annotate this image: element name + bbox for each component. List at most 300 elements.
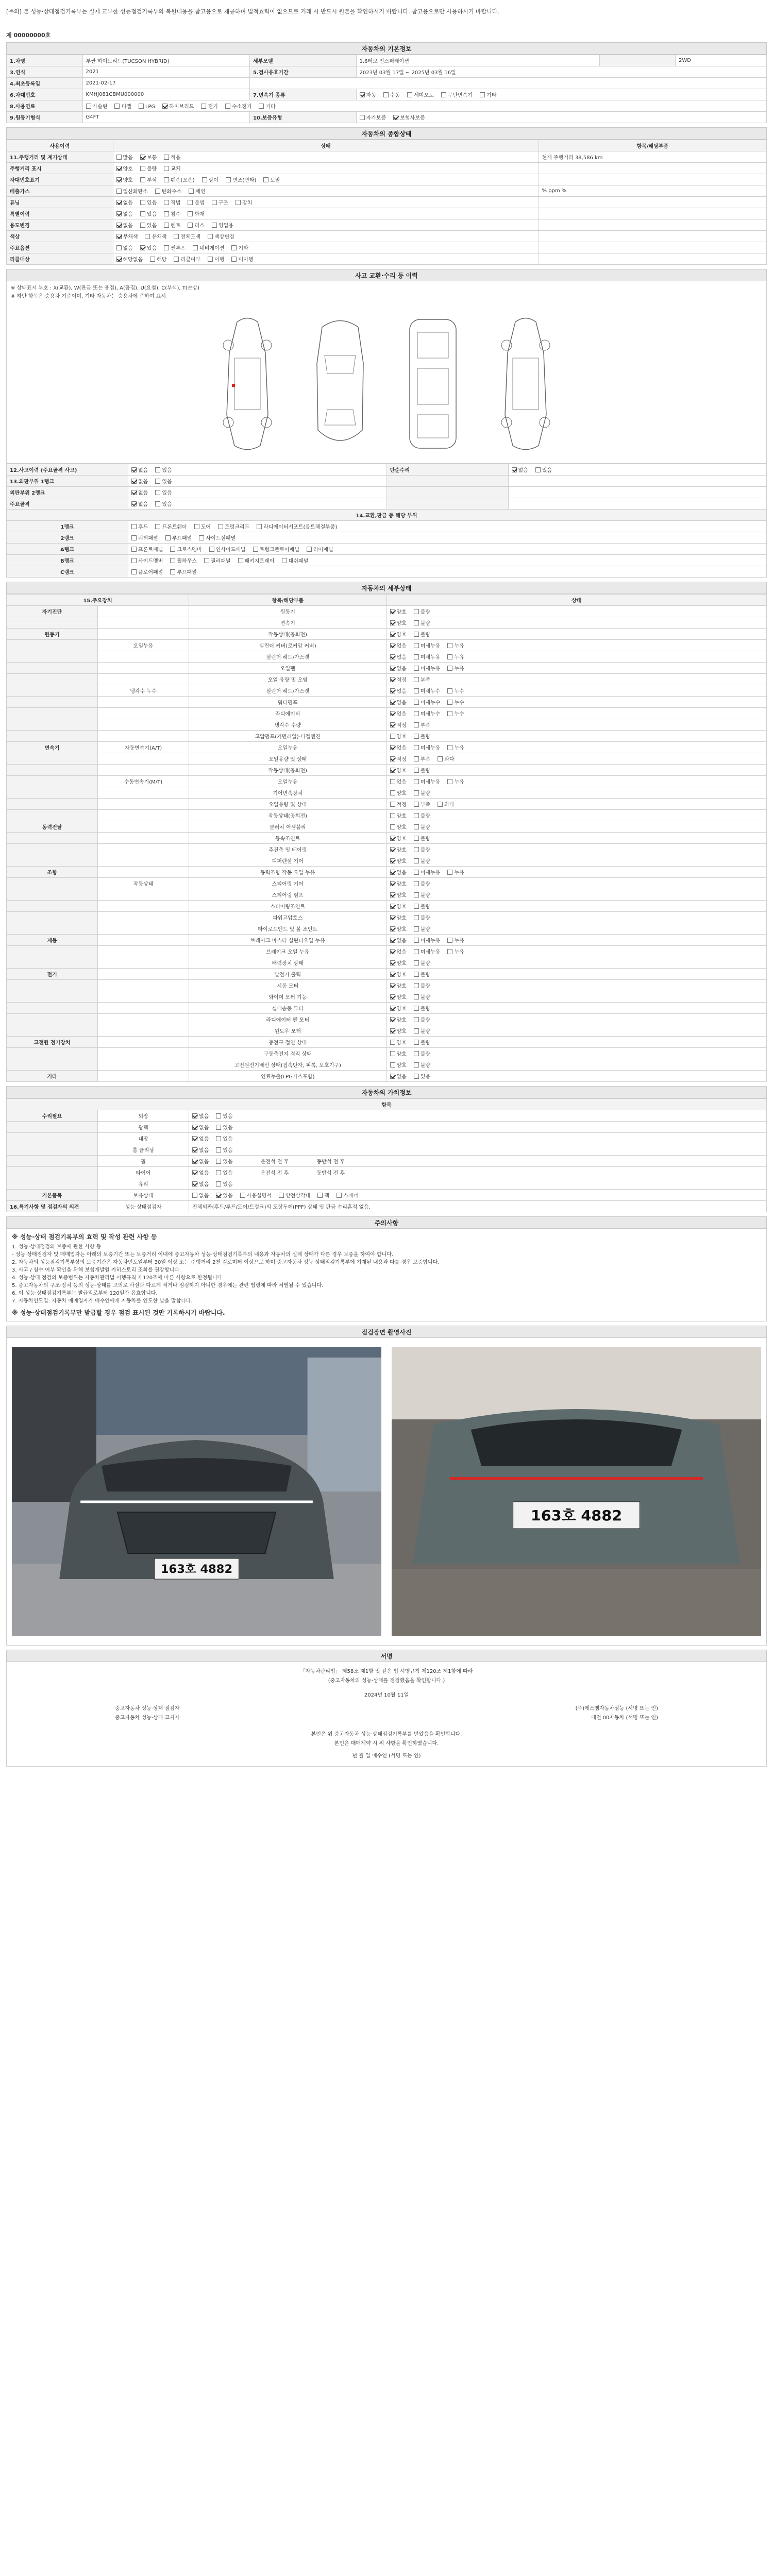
detail-item: 스티어링조인트 [189, 901, 387, 912]
checkbox[interactable] [86, 104, 91, 109]
checkbox[interactable] [116, 166, 122, 171]
detail-item: 배력장치 상태 [189, 957, 387, 969]
option-label: 있음 [223, 1137, 233, 1142]
checkbox[interactable] [414, 1051, 419, 1056]
checkbox[interactable] [199, 535, 204, 540]
accident-row [7, 487, 767, 498]
checkbox[interactable] [447, 870, 452, 875]
checkbox[interactable] [337, 1193, 342, 1198]
checkbox[interactable] [170, 558, 175, 563]
checkbox[interactable] [212, 223, 217, 228]
option-label: 누수 [454, 689, 464, 694]
checkbox[interactable] [414, 1062, 419, 1067]
checkbox[interactable] [209, 547, 214, 552]
checkbox[interactable] [116, 234, 122, 239]
checkbox[interactable] [447, 688, 452, 693]
checkbox[interactable] [188, 223, 193, 228]
checkbox[interactable] [116, 257, 122, 262]
basic-row [7, 55, 767, 66]
checkbox[interactable] [360, 115, 365, 120]
checkbox[interactable] [216, 1159, 221, 1164]
checkbox[interactable] [390, 688, 395, 693]
detail-group: 자기진단 [7, 606, 98, 617]
option-state [116, 244, 133, 251]
checkbox[interactable] [414, 836, 419, 841]
checkbox[interactable] [192, 1181, 197, 1187]
checkbox[interactable] [216, 1181, 221, 1187]
checkbox[interactable] [390, 881, 395, 886]
option-detail [414, 709, 441, 717]
option-state [150, 255, 166, 263]
general-row [7, 151, 767, 163]
checkbox[interactable] [414, 722, 419, 727]
checkbox[interactable] [155, 189, 160, 194]
checkbox[interactable] [390, 734, 395, 739]
checkbox[interactable] [414, 938, 419, 943]
checkbox[interactable] [480, 92, 485, 97]
detail-group [7, 708, 98, 719]
checkbox[interactable] [231, 257, 237, 262]
checkbox[interactable] [150, 257, 155, 262]
checkbox[interactable] [155, 490, 160, 495]
detail-options [386, 731, 767, 742]
checkbox[interactable] [414, 915, 419, 920]
checkbox[interactable] [194, 524, 199, 529]
checkbox[interactable] [164, 223, 169, 228]
checkbox[interactable] [414, 802, 419, 807]
checkbox[interactable] [259, 104, 264, 109]
option-label: 양호 [396, 859, 407, 865]
checkbox[interactable] [116, 211, 122, 216]
checkbox[interactable] [447, 654, 452, 659]
checkbox[interactable] [192, 1125, 197, 1130]
checkbox[interactable] [390, 1051, 395, 1056]
checkbox[interactable] [414, 790, 419, 795]
checkbox[interactable] [414, 983, 419, 988]
checkbox[interactable] [414, 1028, 419, 1033]
detail-options [386, 753, 767, 765]
checkbox[interactable] [414, 870, 419, 875]
basic-info-table [6, 55, 767, 123]
checkbox[interactable] [116, 245, 122, 250]
general-row [7, 174, 767, 185]
checkbox[interactable] [282, 558, 287, 563]
checkbox[interactable] [447, 711, 452, 716]
checkbox[interactable] [170, 569, 175, 574]
checkbox[interactable] [390, 858, 395, 863]
checkbox[interactable] [390, 700, 395, 705]
checkbox[interactable] [414, 609, 419, 614]
detail-sub [98, 810, 189, 821]
checkbox[interactable] [393, 115, 398, 120]
checkbox[interactable] [390, 711, 395, 716]
checkbox[interactable] [188, 200, 193, 205]
option-label: 없음 [396, 745, 407, 751]
checkbox[interactable] [390, 983, 395, 988]
checkbox[interactable] [155, 467, 160, 472]
checkbox[interactable] [438, 756, 443, 761]
detail-options [386, 912, 767, 923]
checkbox[interactable] [414, 881, 419, 886]
checkbox[interactable] [192, 1159, 197, 1164]
checkbox[interactable] [414, 1006, 419, 1011]
option-part [282, 556, 309, 564]
checkbox[interactable] [188, 211, 193, 216]
checkbox[interactable] [174, 234, 179, 239]
checkbox[interactable] [390, 745, 395, 750]
checkbox[interactable] [390, 1028, 395, 1033]
checkbox[interactable] [414, 892, 419, 897]
checkbox[interactable] [174, 257, 179, 262]
checkbox[interactable] [139, 104, 144, 109]
option-detail [390, 1015, 407, 1023]
checkbox[interactable] [390, 756, 395, 761]
checkbox[interactable] [360, 92, 365, 97]
option-state [116, 210, 133, 217]
checkbox[interactable] [390, 722, 395, 727]
checkbox[interactable] [390, 677, 395, 682]
checkbox[interactable] [164, 166, 169, 171]
option-label: 루프패널 [177, 570, 197, 575]
checkbox[interactable] [116, 189, 122, 194]
checkbox[interactable] [390, 1062, 395, 1067]
option-label: 있음 [223, 1171, 233, 1176]
checkbox[interactable] [390, 1017, 395, 1022]
checkbox[interactable] [193, 245, 198, 250]
detail-options [386, 991, 767, 1003]
checkbox[interactable] [414, 1017, 419, 1022]
checkbox[interactable] [390, 620, 395, 625]
checkbox[interactable] [414, 677, 419, 682]
detail-group [7, 855, 98, 867]
checkbox[interactable] [263, 177, 268, 182]
general-options [113, 231, 539, 242]
checkbox[interactable] [238, 558, 243, 563]
checkbox[interactable] [447, 700, 452, 705]
checkbox[interactable] [390, 926, 395, 931]
checkbox[interactable] [140, 211, 145, 216]
option-label: 불량 [420, 1052, 431, 1057]
checkbox[interactable] [390, 654, 395, 659]
option-state [116, 164, 133, 172]
checkbox[interactable] [162, 104, 167, 109]
checkbox[interactable] [414, 904, 419, 909]
checkbox[interactable] [189, 189, 194, 194]
general-options [113, 253, 539, 265]
detail-group [7, 799, 98, 810]
checkbox[interactable] [116, 177, 122, 182]
option-label: 없음 [138, 479, 148, 485]
checkbox[interactable] [116, 223, 122, 228]
checkbox[interactable] [390, 1074, 395, 1079]
checkbox[interactable] [390, 994, 395, 999]
checkbox[interactable] [114, 104, 120, 109]
checkbox[interactable] [202, 177, 207, 182]
option-detail [390, 993, 407, 1001]
checkbox[interactable] [447, 643, 452, 648]
checkbox[interactable] [414, 847, 419, 852]
detail-sub [98, 957, 189, 969]
checkbox[interactable] [192, 1113, 197, 1118]
checkbox[interactable] [170, 547, 175, 552]
checkbox[interactable] [253, 547, 258, 552]
detail-sub [98, 674, 189, 685]
checkbox[interactable] [390, 779, 395, 784]
checkbox[interactable] [512, 467, 517, 472]
checkbox[interactable] [131, 558, 137, 563]
checkbox[interactable] [414, 700, 419, 705]
checkbox[interactable] [201, 104, 206, 109]
detail-item: 추진축 및 베어링 [189, 844, 387, 855]
checkbox[interactable] [131, 535, 137, 540]
parts-options [128, 566, 767, 578]
checkbox[interactable] [414, 734, 419, 739]
checkbox[interactable] [390, 666, 395, 671]
checkbox[interactable] [155, 524, 160, 529]
option-state [164, 244, 186, 251]
checkbox[interactable] [390, 1006, 395, 1011]
checkbox[interactable] [414, 960, 419, 965]
checkbox[interactable] [390, 609, 395, 614]
checkbox[interactable] [441, 92, 446, 97]
checkbox[interactable] [414, 688, 419, 693]
checkbox[interactable] [216, 1170, 221, 1175]
signature-title: 서명 [6, 1650, 767, 1662]
checkbox[interactable] [447, 745, 452, 750]
checkbox[interactable] [390, 768, 395, 773]
option-label: 화재 [194, 212, 205, 217]
checkbox[interactable] [236, 200, 241, 205]
option-detail [414, 1038, 430, 1046]
general-label: 색상 [7, 231, 113, 242]
checkbox[interactable] [257, 524, 262, 529]
detail-sub [98, 1025, 189, 1037]
checkbox[interactable] [131, 490, 137, 495]
checkbox[interactable] [390, 824, 395, 829]
checkbox[interactable] [208, 257, 213, 262]
option-label: 수소전기 [231, 104, 252, 110]
basic-info-title: 자동차의 기본정보 [6, 42, 767, 55]
checkbox[interactable] [216, 1113, 221, 1118]
checkbox[interactable] [414, 643, 419, 648]
checkbox[interactable] [390, 847, 395, 852]
option-label: 세미오토 [414, 93, 434, 98]
checkbox[interactable] [414, 949, 419, 954]
detail-group [7, 731, 98, 742]
checkbox[interactable] [216, 1193, 221, 1198]
checkbox[interactable] [414, 632, 419, 637]
checkbox[interactable] [447, 666, 452, 671]
detail-sub [98, 855, 189, 867]
checkbox[interactable] [216, 1147, 221, 1153]
checkbox[interactable] [414, 756, 419, 761]
general-row [7, 197, 767, 208]
option-label: 누유 [454, 745, 464, 751]
checkbox[interactable] [164, 211, 169, 216]
checkbox[interactable] [407, 92, 412, 97]
detail-item: 냉각수 수량 [189, 719, 387, 731]
checkbox[interactable] [131, 569, 137, 574]
checkbox[interactable] [447, 949, 452, 954]
checkbox[interactable] [390, 938, 395, 943]
option-detail [414, 925, 430, 933]
option-detail [390, 653, 407, 660]
checkbox[interactable] [131, 479, 137, 484]
detail-group [7, 980, 98, 991]
basic-value-2: 2023년 03월 17일 ~ 2025년 03월 16일 [356, 66, 767, 78]
checkbox[interactable] [390, 643, 395, 648]
accident-options-2 [508, 498, 767, 510]
checkbox[interactable] [307, 547, 312, 552]
checkbox[interactable] [145, 234, 150, 239]
detail-row [7, 1037, 767, 1048]
checkbox[interactable] [212, 200, 217, 205]
option-state [212, 198, 228, 206]
option-detail [414, 959, 430, 967]
option-state [116, 187, 148, 195]
checkbox[interactable] [414, 666, 419, 671]
checkbox[interactable] [216, 1136, 221, 1141]
checkbox[interactable] [414, 745, 419, 750]
detail-options [386, 946, 767, 957]
checkbox[interactable] [140, 166, 145, 171]
option-detail [390, 925, 407, 933]
checkbox[interactable] [414, 972, 419, 977]
checkbox[interactable] [414, 994, 419, 999]
checkbox[interactable] [165, 535, 171, 540]
option-label: 부족 [420, 677, 431, 683]
option-label: 없음 [199, 1114, 209, 1120]
checkbox[interactable] [131, 467, 137, 472]
checkbox[interactable] [116, 200, 122, 205]
checkbox[interactable] [414, 620, 419, 625]
checkbox[interactable] [390, 802, 395, 807]
checkbox[interactable] [140, 200, 145, 205]
option-label: 리콜여부 [180, 257, 201, 263]
option-state [193, 244, 224, 251]
checkbox[interactable] [164, 177, 169, 182]
checkbox[interactable] [390, 949, 395, 954]
checkbox[interactable] [231, 245, 237, 250]
checkbox[interactable] [164, 155, 169, 160]
checkbox[interactable] [240, 1193, 245, 1198]
checkbox[interactable] [204, 558, 209, 563]
checkbox[interactable] [414, 824, 419, 829]
option-label: 없음 [199, 1182, 209, 1188]
checkbox[interactable] [390, 915, 395, 920]
detail-row [7, 697, 767, 708]
option-fuel [259, 102, 275, 110]
checkbox[interactable] [116, 155, 122, 160]
checkbox[interactable] [208, 234, 213, 239]
detail-row [7, 629, 767, 640]
checkbox[interactable] [390, 960, 395, 965]
checkbox[interactable] [192, 1136, 197, 1141]
checkbox[interactable] [279, 1193, 284, 1198]
checkbox[interactable] [164, 245, 169, 250]
option-detail [390, 1072, 407, 1080]
checkbox[interactable] [390, 870, 395, 875]
checkbox[interactable] [164, 200, 169, 205]
checkbox[interactable] [216, 1125, 221, 1130]
checkbox[interactable] [414, 768, 419, 773]
option-part [131, 522, 148, 530]
checkbox[interactable] [155, 479, 160, 484]
checkbox[interactable] [155, 501, 160, 506]
option-label: 양호 [396, 825, 407, 831]
checkbox[interactable] [317, 1193, 323, 1198]
checkbox[interactable] [535, 467, 541, 472]
price-extra: 운전석 전 후 [260, 1171, 289, 1176]
checkbox[interactable] [390, 836, 395, 841]
option-label: 불량 [420, 927, 431, 933]
option-label: 변조(변타) [232, 178, 257, 183]
detail-sub [98, 833, 189, 844]
checkbox[interactable] [414, 858, 419, 863]
checkbox[interactable] [390, 972, 395, 977]
option-label: 있음 [542, 468, 552, 473]
checkbox[interactable] [131, 547, 137, 552]
option-label: 불량 [420, 893, 431, 899]
option-label: 없음 [138, 502, 148, 507]
checkbox[interactable] [414, 926, 419, 931]
detail-options [386, 640, 767, 651]
checkbox[interactable] [131, 524, 137, 529]
detail-row [7, 685, 767, 697]
checkbox[interactable] [131, 501, 137, 506]
general-right [539, 231, 767, 242]
detail-group [7, 946, 98, 957]
checkbox[interactable] [218, 524, 223, 529]
checkbox[interactable] [192, 1170, 197, 1175]
checkbox[interactable] [225, 104, 230, 109]
checkbox[interactable] [226, 177, 231, 182]
checkbox[interactable] [414, 654, 419, 659]
option-detail [390, 902, 407, 910]
checkbox[interactable] [414, 1040, 419, 1045]
checkbox[interactable] [390, 813, 395, 818]
checkbox[interactable] [390, 632, 395, 637]
checkbox[interactable] [383, 92, 389, 97]
checkbox[interactable] [447, 938, 452, 943]
checkbox[interactable] [447, 779, 452, 784]
detail-options [386, 742, 767, 753]
checkbox[interactable] [414, 779, 419, 784]
checkbox[interactable] [390, 790, 395, 795]
checkbox[interactable] [414, 813, 419, 818]
checkbox[interactable] [414, 1074, 419, 1079]
checkbox[interactable] [140, 245, 145, 250]
checkbox[interactable] [192, 1147, 197, 1153]
detail-sub [98, 1014, 189, 1025]
checkbox[interactable] [140, 223, 145, 228]
price-header-row [7, 1099, 767, 1110]
checkbox[interactable] [414, 711, 419, 716]
detail-item: 작동상태(공회전) [189, 629, 387, 640]
checkbox[interactable] [140, 155, 145, 160]
option-part [209, 545, 246, 553]
checkbox[interactable] [140, 177, 145, 182]
option-detail [414, 687, 441, 694]
checkbox[interactable] [438, 802, 443, 807]
detail-options [386, 1059, 767, 1071]
detail-options [386, 776, 767, 787]
checkbox[interactable] [390, 892, 395, 897]
checkbox[interactable] [390, 1040, 395, 1045]
checkbox[interactable] [390, 904, 395, 909]
checkbox[interactable] [192, 1193, 197, 1198]
detail-row [7, 731, 767, 742]
